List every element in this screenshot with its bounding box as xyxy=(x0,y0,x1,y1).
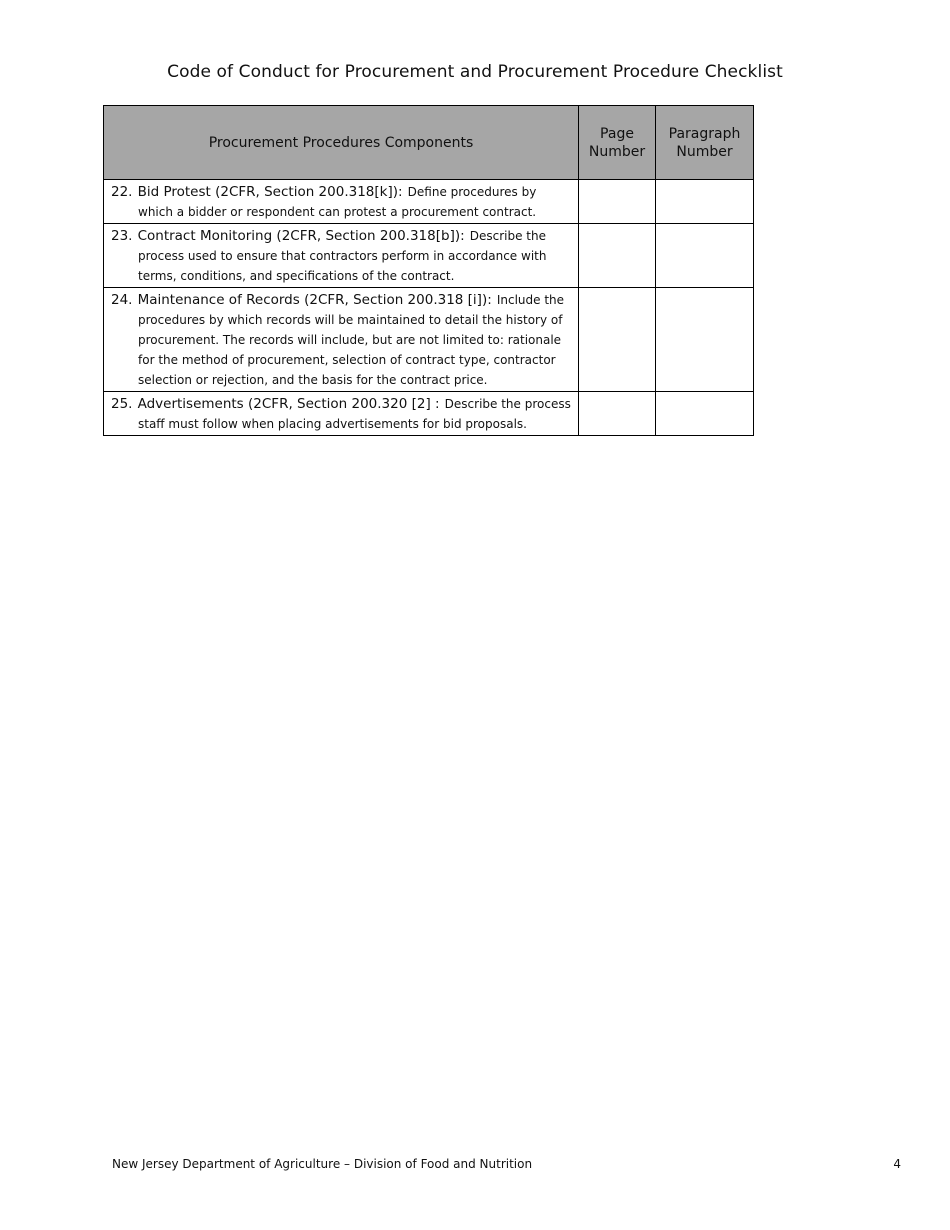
item-section: , Section 200.318[b]): xyxy=(316,228,465,244)
page-number-cell[interactable] xyxy=(579,224,656,288)
item-section: , Section 200.320 [2] : xyxy=(288,396,440,412)
item-name: Maintenance of Records (2 xyxy=(137,292,318,308)
footer-page-number: 4 xyxy=(893,1157,901,1171)
item-description: Describe the process staff must follow when placing advertisements for bid proposals. xyxy=(138,397,571,431)
header-paragraph-number: Paragraph Number xyxy=(656,106,754,180)
component-cell xyxy=(104,224,579,288)
item-number: 22. xyxy=(111,184,133,200)
item-description: Include the procedures by which records will be maintained to detail the history of procurement. The records will include, but are not limited to: rationale for the method of procurement, selection of contract type, contractor selection or rejection, and the basis for the contract price. xyxy=(138,293,565,387)
paragraph-number-cell[interactable] xyxy=(656,392,754,436)
item-number: 25. xyxy=(111,396,133,412)
cfr-label: CFR xyxy=(261,396,289,412)
item-name: Contract Monitoring (2 xyxy=(137,228,291,244)
item-name: Bid Protest (2 xyxy=(137,184,229,200)
procedure-checklist-table xyxy=(103,105,754,436)
page-number-cell[interactable] xyxy=(579,392,656,436)
item-number: 23. xyxy=(111,228,133,244)
page-title: Code of Conduct for Procurement and Procurement Procedure Checklist xyxy=(167,62,783,82)
component-cell xyxy=(104,392,579,436)
component-cell xyxy=(104,288,579,392)
item-name: Advertisements (2 xyxy=(137,396,262,412)
component-cell xyxy=(104,180,579,224)
table-row xyxy=(104,224,754,288)
cfr-label: CFR xyxy=(317,292,345,308)
item-section: , Section 200.318[k]): xyxy=(255,184,403,200)
table-row xyxy=(104,288,754,392)
cfr-label: CFR xyxy=(228,184,256,200)
table-header-row xyxy=(104,106,754,180)
footer-organization: New Jersey Department of Agriculture – Division of Food and Nutrition xyxy=(112,1157,533,1171)
paragraph-number-cell[interactable] xyxy=(656,224,754,288)
item-description: Describe the process used to ensure that contractors perform in accordance with terms, conditions, and specifications of the contract. xyxy=(138,229,547,283)
item-number: 24. xyxy=(111,292,133,308)
page-number-cell[interactable] xyxy=(579,288,656,392)
table-row xyxy=(104,180,754,224)
header-page-number: Page Number xyxy=(579,106,656,180)
paragraph-number-cell[interactable] xyxy=(656,180,754,224)
cfr-label: CFR xyxy=(290,228,317,244)
header-components: Procurement Procedures Components xyxy=(104,106,579,180)
item-description: Define procedures by which a bidder or respondent can protest a procurement contract. xyxy=(138,185,537,219)
item-section: , Section 200.318 [i]): xyxy=(344,292,492,308)
page-number-cell[interactable] xyxy=(579,180,656,224)
paragraph-number-cell[interactable] xyxy=(656,288,754,392)
table-row xyxy=(104,392,754,436)
